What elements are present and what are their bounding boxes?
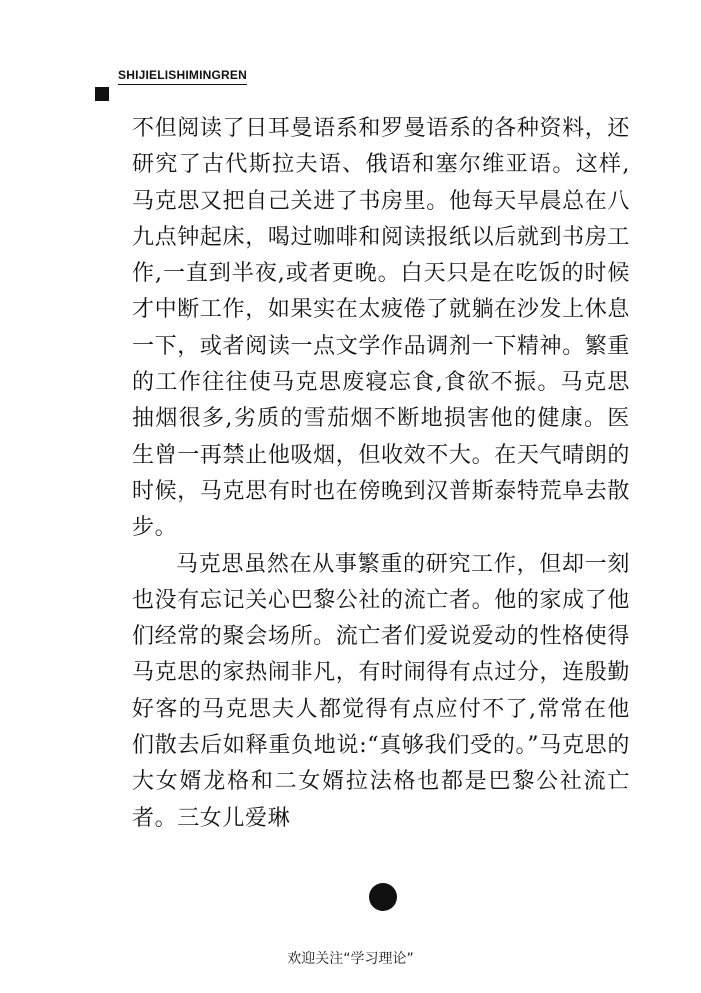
paragraph: 马克思虽然在从事繁重的研究工作，但却一刻也没有忘记关心巴黎公社的流亡者。他的家成了他们经常的聚会场所。流亡者们爱说爱动的性格使得马克思的家热闹非凡，有时闹得有点过分，连殷勤好客的马克思夫人都觉得有点应付不了,常常在他们散去后如释重负地说:“真够我们受的。”马克思的大女婿龙格和二女婿拉法格也都是巴黎公社流亡者。三女儿爱琳	[132, 551, 630, 831]
footer-note: 欢迎关注“学习理论”	[287, 951, 414, 967]
running-header: SHIJIELISHIMINGREN	[118, 68, 247, 85]
page-ornament-dot	[369, 883, 397, 911]
body-text	[132, 111, 630, 837]
paragraph-continued: 不但阅读了日耳曼语系和罗曼语系的各种资料，还研究了古代斯拉夫语、俄语和塞尔维亚语。这样,马克思又把自己关进了书房里。他每天早晨总在八九点钟起床，喝过咖啡和阅读报纸以后就到书房工作,一直到半夜,或者更晚。白天只是在吃饭的时候才中断工作，如果实在太疲倦了就躺在沙发上休息一下，或者阅读一点文学作品调剂一下精神。繁重的工作往往使马克思废寝忘食,食欲不振。马克思抽烟很多,劣质的雪茄烟不断地损害他的健康。医生曾一再禁止他吸烟，但收效不大。在天气晴朗的时候，马克思有时也在傍晚到汉普斯泰特荒阜去散步。	[132, 116, 630, 541]
header-square-marker	[95, 87, 109, 101]
